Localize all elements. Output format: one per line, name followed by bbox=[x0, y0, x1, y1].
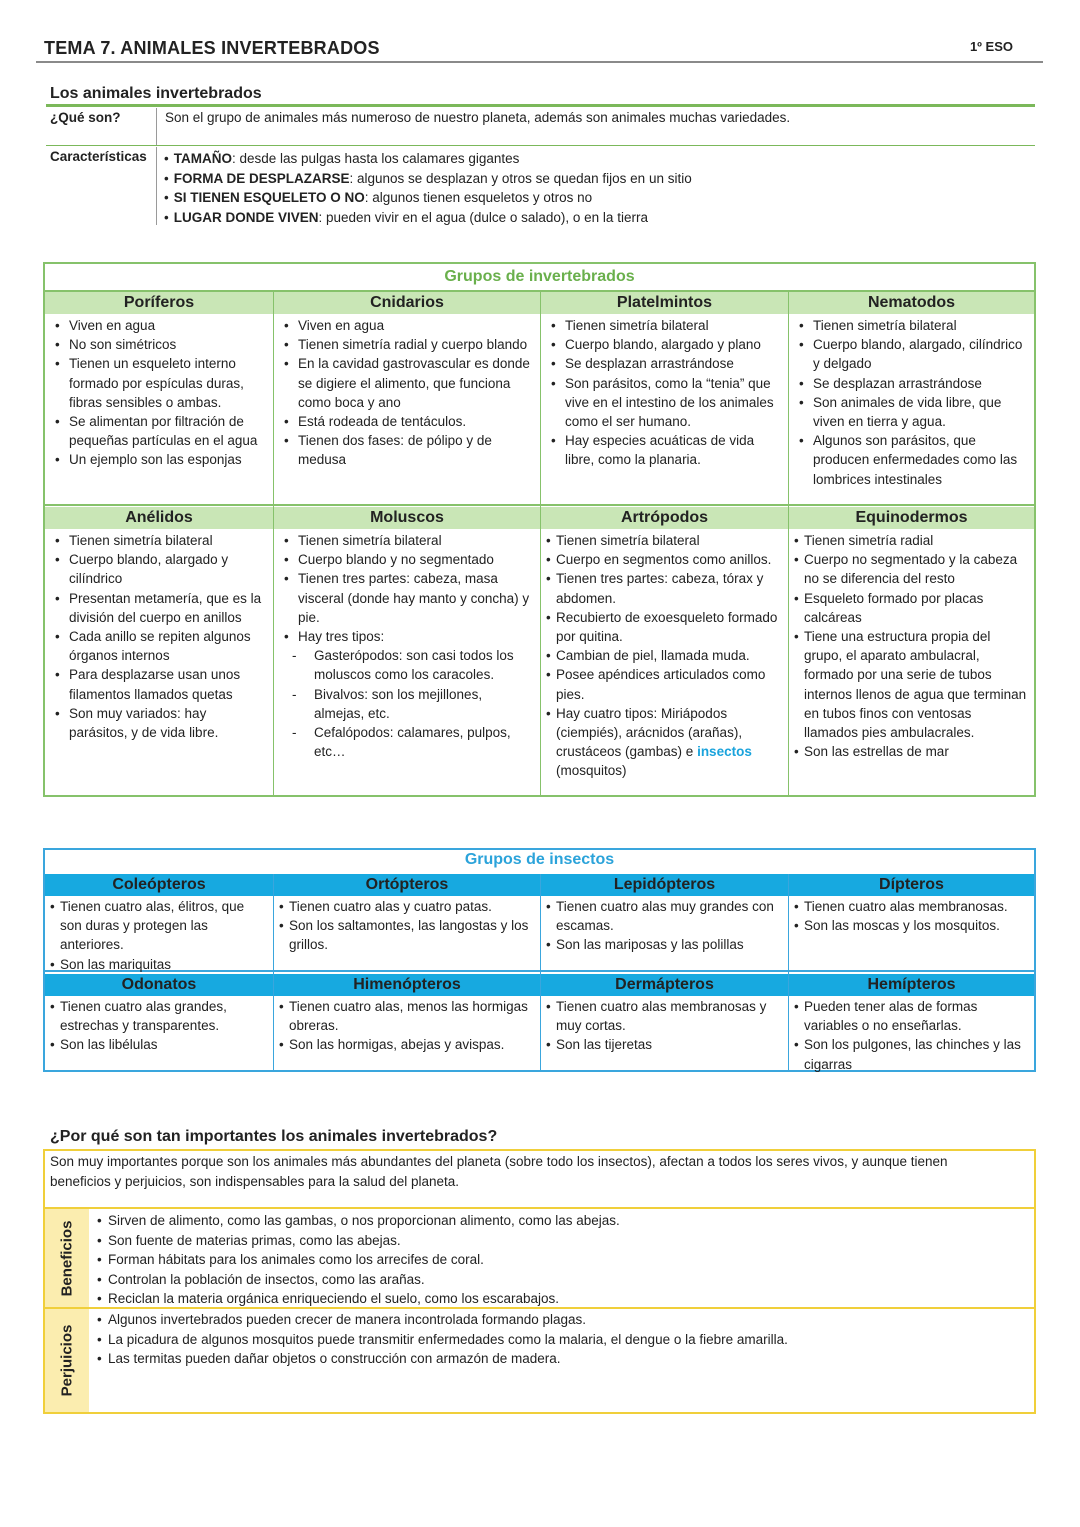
group-header: Platelmintos bbox=[541, 292, 788, 314]
que-son-text: Son el grupo de animales más numeroso de nuestro planeta, además son animales muchas variedades. bbox=[165, 110, 791, 125]
list-item: • Son parásitos, como la “tenia” que vive en el intestino de los animales como el ser humano. bbox=[541, 374, 782, 432]
caracteristicas-label: Características bbox=[50, 149, 147, 164]
list-item: • Tienen simetría bilateral bbox=[789, 316, 1028, 335]
group-header: Artrópodos bbox=[541, 507, 788, 529]
group-body bbox=[789, 897, 1028, 935]
list-item: • Hay tres tipos: bbox=[274, 627, 534, 646]
course-label: 1º ESO bbox=[969, 39, 1013, 54]
list-item: • Tienen simetría bilateral bbox=[541, 531, 782, 550]
row-divider bbox=[43, 1207, 1036, 1209]
list-item: • Tienen simetría bilateral bbox=[541, 316, 782, 335]
list-item: • Tienen cuatro alas grandes, estrechas y transparentes. bbox=[45, 997, 267, 1035]
perjuicios-list bbox=[97, 1310, 788, 1369]
list-subitem: - Cefalópodos: calamares, pulpos, etc… bbox=[274, 723, 534, 761]
list-item: • Tienen cuatro alas membranosas. bbox=[789, 897, 1028, 916]
invertebrados-table-title: Grupos de invertebrados bbox=[444, 268, 635, 285]
list-item: • Se desplazan arrastrándose bbox=[541, 354, 782, 373]
column-divider bbox=[156, 108, 157, 146]
list-item: • Tienen tres partes: cabeza, tórax y abdomen. bbox=[541, 569, 782, 607]
group-header: Poríferos bbox=[45, 292, 273, 314]
list-item: • Se alimentan por filtración de pequeñas partículas en el agua bbox=[45, 412, 267, 450]
list-item: • Cuerpo blando, alargado y plano bbox=[541, 335, 782, 354]
list-item: • Tiene una estructura propia del grupo, el aparato ambulacral, formado por una serie de tubos internos llenos de agua que terminan en tubos finos con ventosas llamados pies ambulacrales. bbox=[789, 627, 1028, 742]
list-item: • Tienen tres partes: cabeza, masa visceral (donde hay manto y concha) y pie. bbox=[274, 569, 534, 627]
list-item: • LUGAR DONDE VIVEN: pueden vivir en el agua (dulce o salado), o en la tierra bbox=[164, 208, 692, 228]
list-item: • No son simétricos bbox=[45, 335, 267, 354]
list-item: • Son las tijeretas bbox=[541, 1035, 782, 1054]
group-header: Cnidarios bbox=[274, 292, 540, 314]
list-item: • Algunos invertebrados pueden crecer de manera incontrolada formando plagas. bbox=[97, 1310, 788, 1330]
list-item: • Son muy variados: hay parásitos, y de vida libre. bbox=[45, 704, 267, 742]
group-header: Dermápteros bbox=[541, 974, 788, 996]
group-header: Anélidos bbox=[45, 507, 273, 529]
group-body bbox=[541, 997, 782, 1055]
list-item: • Reciclan la materia orgánica enriqueciendo el suelo, como los escarabajos. bbox=[97, 1289, 620, 1309]
list-item: • Tienen cuatro alas membranosas y muy cortas. bbox=[541, 997, 782, 1035]
list-item: • Cuerpo en segmentos como anillos. bbox=[541, 550, 782, 569]
section-divider bbox=[46, 104, 1035, 107]
group-body bbox=[789, 997, 1028, 1074]
group-body bbox=[45, 531, 267, 742]
list-item: • Tienen cuatro alas, menos las hormigas obreras. bbox=[274, 997, 534, 1035]
list-item: • Para desplazarse usan unos filamentos llamados quetas bbox=[45, 665, 267, 703]
list-item: • Tienen cuatro alas y cuatro patas. bbox=[274, 897, 534, 916]
list-item: • Cuerpo no segmentado y la cabeza no se diferencia del resto bbox=[789, 550, 1028, 588]
group-body bbox=[541, 316, 782, 470]
list-item: • Son animales de vida libre, que viven en tierra y agua. bbox=[789, 393, 1028, 431]
header-divider bbox=[36, 61, 1043, 63]
list-item: • Algunos son parásitos, que producen enfermedades como las lombrices intestinales bbox=[789, 431, 1028, 489]
group-body bbox=[789, 531, 1028, 761]
group-header: Coleópteros bbox=[45, 874, 273, 896]
group-header: Ortópteros bbox=[274, 874, 540, 896]
importancia-intro: Son muy importantes porque son los animales más abundantes del planeta (sobre todo los insectos), afectan a todos los seres vivos, y aunque tienen beneficios y perjuicios, son indispensables para la salud del planeta. bbox=[50, 1154, 948, 1189]
list-item: • Cada anillo se repiten algunos órganos internos bbox=[45, 627, 267, 665]
beneficios-label: Beneficios bbox=[58, 1220, 76, 1296]
importancia-title: ¿Por qué son tan importantes los animales invertebrados? bbox=[50, 1128, 498, 1145]
list-item: • Hay especies acuáticas de vida libre, como la planaria. bbox=[541, 431, 782, 469]
column-divider bbox=[156, 147, 157, 225]
section-title-invertebrados: Los animales invertebrados bbox=[50, 85, 262, 102]
row-divider bbox=[46, 145, 1035, 146]
group-body bbox=[45, 997, 267, 1055]
list-item: • Son los pulgones, las chinches y las cigarras bbox=[789, 1035, 1028, 1073]
group-header: Himenópteros bbox=[274, 974, 540, 996]
beneficios-list bbox=[97, 1211, 620, 1309]
group-body bbox=[541, 531, 782, 781]
caracteristicas-list bbox=[164, 149, 692, 227]
list-item: • Controlan la población de insectos, como las arañas. bbox=[97, 1270, 620, 1290]
group-body bbox=[789, 316, 1028, 489]
list-item: • Viven en agua bbox=[45, 316, 267, 335]
list-item: • Tienen simetría bilateral bbox=[274, 531, 534, 550]
list-item: • Un ejemplo son las esponjas bbox=[45, 450, 267, 469]
group-body bbox=[541, 897, 782, 955]
list-item: • FORMA DE DESPLAZARSE: algunos se desplazan y otros se quedan fijos en un sitio bbox=[164, 169, 692, 189]
list-item: • Tienen simetría radial y cuerpo blando bbox=[274, 335, 534, 354]
list-item: • Tienen dos fases: de pólipo y de medusa bbox=[274, 431, 534, 469]
list-item: • Se desplazan arrastrándose bbox=[789, 374, 1028, 393]
group-header: Lepidópteros bbox=[541, 874, 788, 896]
list-item: • Cuerpo blando, alargado, cilíndrico y delgado bbox=[789, 335, 1028, 373]
list-item: • Son las libélulas bbox=[45, 1035, 267, 1054]
list-item: • Esqueleto formado por placas calcáreas bbox=[789, 589, 1028, 627]
list-item: • Son las mariquitas bbox=[45, 955, 267, 974]
group-header: Odonatos bbox=[45, 974, 273, 996]
insectos-link[interactable]: insectos bbox=[697, 744, 752, 760]
list-subitem: - Gasterópodos: son casi todos los moluscos como los caracoles. bbox=[274, 646, 534, 684]
invertebrados-table bbox=[43, 262, 1036, 797]
list-item: • Son las moscas y los mosquitos. bbox=[789, 916, 1028, 935]
page-title: TEMA 7. ANIMALES INVERTEBRADOS bbox=[44, 38, 380, 58]
list-item: • Tienen cuatro alas, élitros, que son duras y protegen las anteriores. bbox=[45, 897, 267, 955]
list-item: • En la cavidad gastrovascular es donde se digiere el alimento, que funciona como boca y ano bbox=[274, 354, 534, 412]
group-header: Hemípteros bbox=[789, 974, 1034, 996]
group-body bbox=[274, 531, 534, 761]
list-item: • Está rodeada de tentáculos. bbox=[274, 412, 534, 431]
list-item: • Son los saltamontes, las langostas y los grillos. bbox=[274, 916, 534, 954]
list-item: • Tienen un esqueleto interno formado por espículas duras, fibras sensibles o ambas. bbox=[45, 354, 267, 412]
group-header: Dípteros bbox=[789, 874, 1034, 896]
list-subitem: - Bivalvos: son los mejillones, almejas, etc. bbox=[274, 685, 534, 723]
list-item: • Las termitas pueden dañar objetos o construcción con armazón de madera. bbox=[97, 1349, 788, 1369]
list-item: • Presentan metamería, que es la división del cuerpo en anillos bbox=[45, 589, 267, 627]
list-item: • Cuerpo blando y no segmentado bbox=[274, 550, 534, 569]
list-item: • TAMAÑO: desde las pulgas hasta los calamares gigantes bbox=[164, 149, 692, 169]
group-body bbox=[45, 316, 267, 470]
list-item: • Tienen simetría radial bbox=[789, 531, 1028, 550]
list-item: • Son las estrellas de mar bbox=[789, 742, 1028, 761]
group-body bbox=[274, 897, 534, 955]
insectos-table bbox=[43, 848, 1036, 1072]
perjuicios-label: Perjuicios bbox=[58, 1324, 76, 1397]
que-son-label: ¿Qué son? bbox=[50, 110, 121, 125]
list-item: • Viven en agua bbox=[274, 316, 534, 335]
list-item: • Sirven de alimento, como las gambas, o nos proporcionan alimento, como las abejas. bbox=[97, 1211, 620, 1231]
beneficios-side bbox=[45, 1209, 89, 1307]
list-item: • Pueden tener alas de formas variables o no enseñarlas. bbox=[789, 997, 1028, 1035]
list-item: • Posee apéndices articulados como pies. bbox=[541, 665, 782, 703]
list-item: • Son las mariposas y las polillas bbox=[541, 935, 782, 954]
list-item: • Forman hábitats para los animales como los arrecifes de coral. bbox=[97, 1250, 620, 1270]
list-item: • Tienen cuatro alas muy grandes con escamas. bbox=[541, 897, 782, 935]
group-body bbox=[274, 316, 534, 470]
list-item: • SI TIENEN ESQUELETO O NO: algunos tienen esqueletos y otros no bbox=[164, 188, 692, 208]
list-item: • Recubierto de exoesqueleto formado por quitina. bbox=[541, 608, 782, 646]
group-header: Moluscos bbox=[274, 507, 540, 529]
list-item: • Cambian de piel, llamada muda. bbox=[541, 646, 782, 665]
group-body bbox=[274, 997, 534, 1055]
group-header: Nematodos bbox=[789, 292, 1034, 314]
group-header: Equinodermos bbox=[789, 507, 1034, 529]
list-item: • Hay cuatro tipos: Miriápodos (ciempiés), arácnidos (arañas), crustáceos (gambas) e insectos (mosquitos) bbox=[541, 704, 782, 781]
list-item: • Son fuente de materias primas, como las abejas. bbox=[97, 1231, 620, 1251]
list-item: • Son las hormigas, abejas y avispas. bbox=[274, 1035, 534, 1054]
perjuicios-side bbox=[45, 1309, 89, 1412]
insectos-table-title: Grupos de insectos bbox=[464, 851, 615, 868]
group-body bbox=[45, 897, 267, 974]
list-item: • Tienen simetría bilateral bbox=[45, 531, 267, 550]
list-item: • La picadura de algunos mosquitos puede transmitir enfermedades como la malaria, el dengue o la fiebre amarilla. bbox=[97, 1330, 788, 1350]
list-item: • Cuerpo blando, alargado y cilíndrico bbox=[45, 550, 267, 588]
